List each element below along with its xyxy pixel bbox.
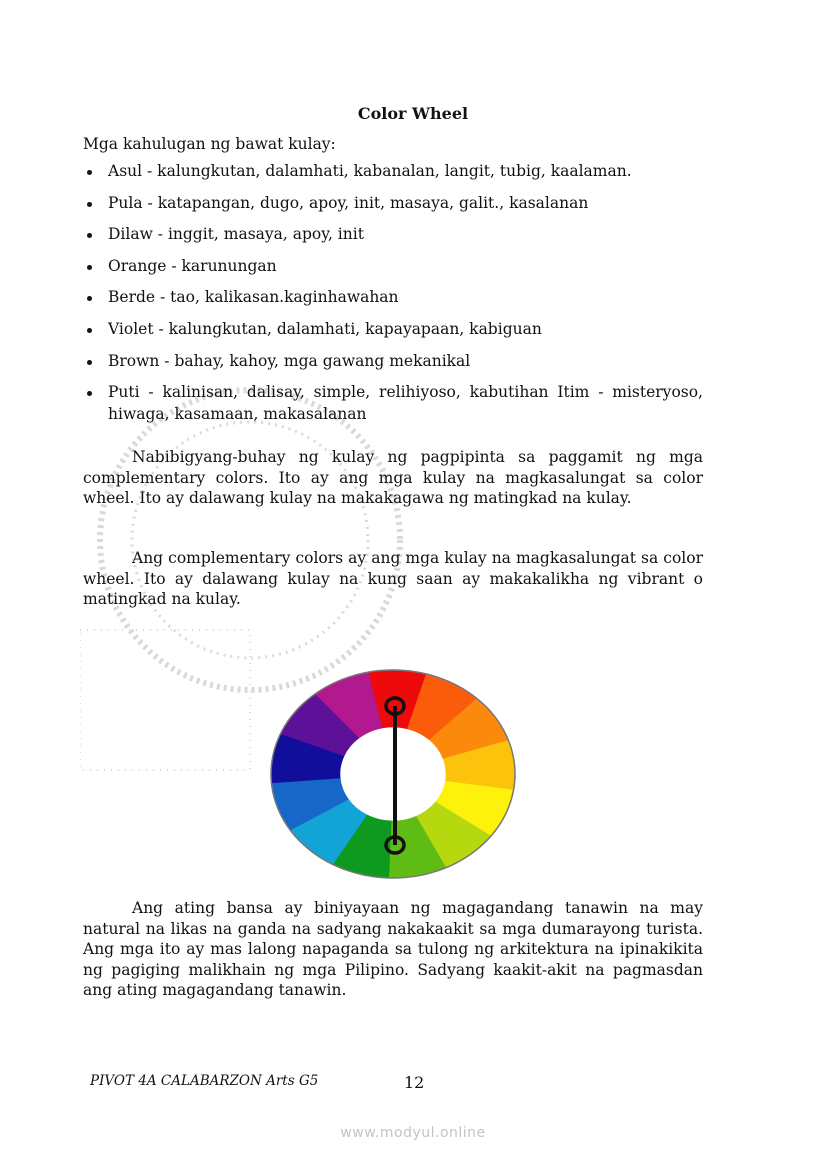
list-item: Dilaw - inggit, masaya, apoy, init xyxy=(83,223,703,245)
footer-source: PIVOT 4A CALABARZON Arts G5 xyxy=(90,1073,319,1089)
site-watermark: www.modyul.online xyxy=(340,1125,486,1141)
list-item: Orange - karunungan xyxy=(83,255,703,277)
paragraph-tanawin: Ang ating bansa ay biniyayaan ng magagandang tanawin na may natural na likas na ganda na sadyang nakakaakit sa mga dumarayong turista. Ang mga ito ay mas lalong napaganda sa tulong ng arkitektura na ipinakikita ng pagiging malikhain ng mga Pilipino. Sadyang kaakit-akit na pagmasdan ang ating magagandang tanawin. xyxy=(83,899,703,999)
color-wheel-figure xyxy=(268,666,518,882)
list-item: Pula - katapangan, dugo, apoy, init, masaya, galit., kasalanan xyxy=(83,192,703,214)
page-title: Color Wheel xyxy=(357,104,469,123)
list-item: Brown - bahay, kahoy, mga gawang mekanikal xyxy=(83,350,703,372)
list-item: Violet - kalungkutan, dalamhati, kapayapaan, kabiguan xyxy=(83,318,703,340)
intro-text: Mga kahulugan ng bawat kulay: xyxy=(83,135,336,153)
page-number: 12 xyxy=(404,1073,425,1092)
color-wheel xyxy=(268,666,518,882)
color-meanings-list xyxy=(83,160,703,435)
list-item: Asul - kalungkutan, dalamhati, kabanalan, langit, tubig, kaalaman. xyxy=(83,160,703,182)
list-item: Berde - tao, kalikasan.kaginhawahan xyxy=(83,286,703,308)
paragraph-complementary-intro: Nabibigyang-buhay ng kulay ng pagpipinta sa paggamit ng mga complementary colors. Ito ay ang mga kulay na magkasalungat sa color wheel. Ito ay dalawang kulay na makakagawa ng matingkad na kulay. xyxy=(83,448,703,507)
paragraph-complementary-definition: Ang complementary colors ay ang mga kulay na magkasalungat sa color wheel. Ito ay dalawang kulay na kung saan ay makakalikha ng vibrant o matingkad na kulay. xyxy=(83,549,703,608)
list-item: Puti - kalinisan, dalisay, simple, relihiyoso, kabutihan Itim - misteryoso, hiwaga, kasamaan, makasalanan xyxy=(83,381,703,425)
